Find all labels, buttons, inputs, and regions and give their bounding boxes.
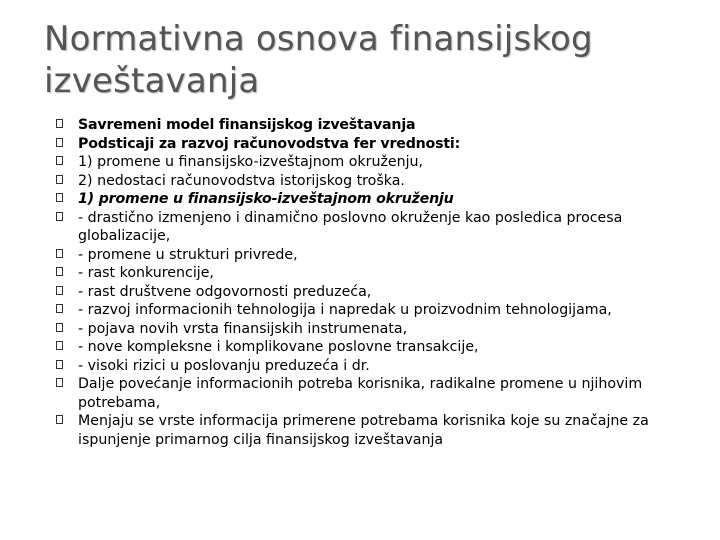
bullet-item [56,375,666,412]
bullet-item [56,338,666,357]
bullet-item [56,153,666,172]
bullet-text: - rast konkurencije, [78,265,214,281]
bullet-text: Menjaju se vrste informacija primerene potrebama korisnika koje su značajne za ispunjenje primarnog cilja finansijskog izveštavanja [78,413,649,448]
bullet-item [56,412,666,449]
slide-title: Normativna osnova finansijskog izveštavanja [44,19,593,101]
bullet-item [56,264,666,283]
bullet-item [56,172,666,191]
bullet-text: - nove kompleksne i komplikovane poslovne transakcije, [78,339,479,355]
bullet-box-icon [56,212,63,221]
bullet-item [56,190,666,209]
bullet-item [56,301,666,320]
bullet-item [56,116,666,135]
bullet-box-icon [56,193,63,202]
bullet-box-icon [56,249,63,258]
bullet-text: 1) promene u finansijsko-izveštajnom okruženju, [78,154,424,170]
bullet-box-icon [56,323,63,332]
bullet-text: - rast društvene odgovornosti preduzeća, [78,283,372,300]
bullet-text: Dalje povećanje informacionih potreba korisnika, radikalne promene u njihovim potrebama, [78,376,643,411]
bullet-box-icon [56,119,63,128]
bullet-text: - promene u strukturi privrede, [78,246,298,263]
bullet-box-icon [56,286,63,295]
bullet-text: 1) promene u finansijsko-izveštajnom okruženju [78,191,454,207]
bullet-box-icon [56,360,63,369]
bullet-text: - razvoj informacionih tehnologija i napredak u proizvodnim tehnologijama, [78,302,612,318]
bullet-item [56,135,666,154]
bullet-text: Savremeni model finansijskog izveštavanja [78,117,416,133]
bullet-box-icon [56,267,63,276]
bullet-box-icon [56,378,63,387]
bullet-box-icon [56,341,63,350]
bullet-item [56,246,666,265]
bullet-item [56,283,666,302]
bullet-box-icon [56,156,63,165]
bullet-text: 2) nedostaci računovodstva istorijskog troška. [78,172,405,189]
bullet-text: - drastično izmenjeno i dinamično poslovno okruženje kao posledica procesa globalizacije, [78,209,623,244]
bullet-list [56,116,666,449]
bullet-text: - visoki rizici u poslovanju preduzeća i dr. [78,357,370,374]
bullet-text: - pojava novih vrsta finansijskih instrumenata, [78,320,408,337]
bullet-box-icon [56,415,63,424]
bullet-item [56,209,666,246]
bullet-box-icon [56,175,63,184]
bullet-box-icon [56,138,63,147]
bullet-item [56,357,666,376]
bullet-item [56,320,666,339]
bullet-text: Podsticaji za razvoj računovodstva fer vrednosti: [78,135,461,152]
bullet-box-icon [56,304,63,313]
